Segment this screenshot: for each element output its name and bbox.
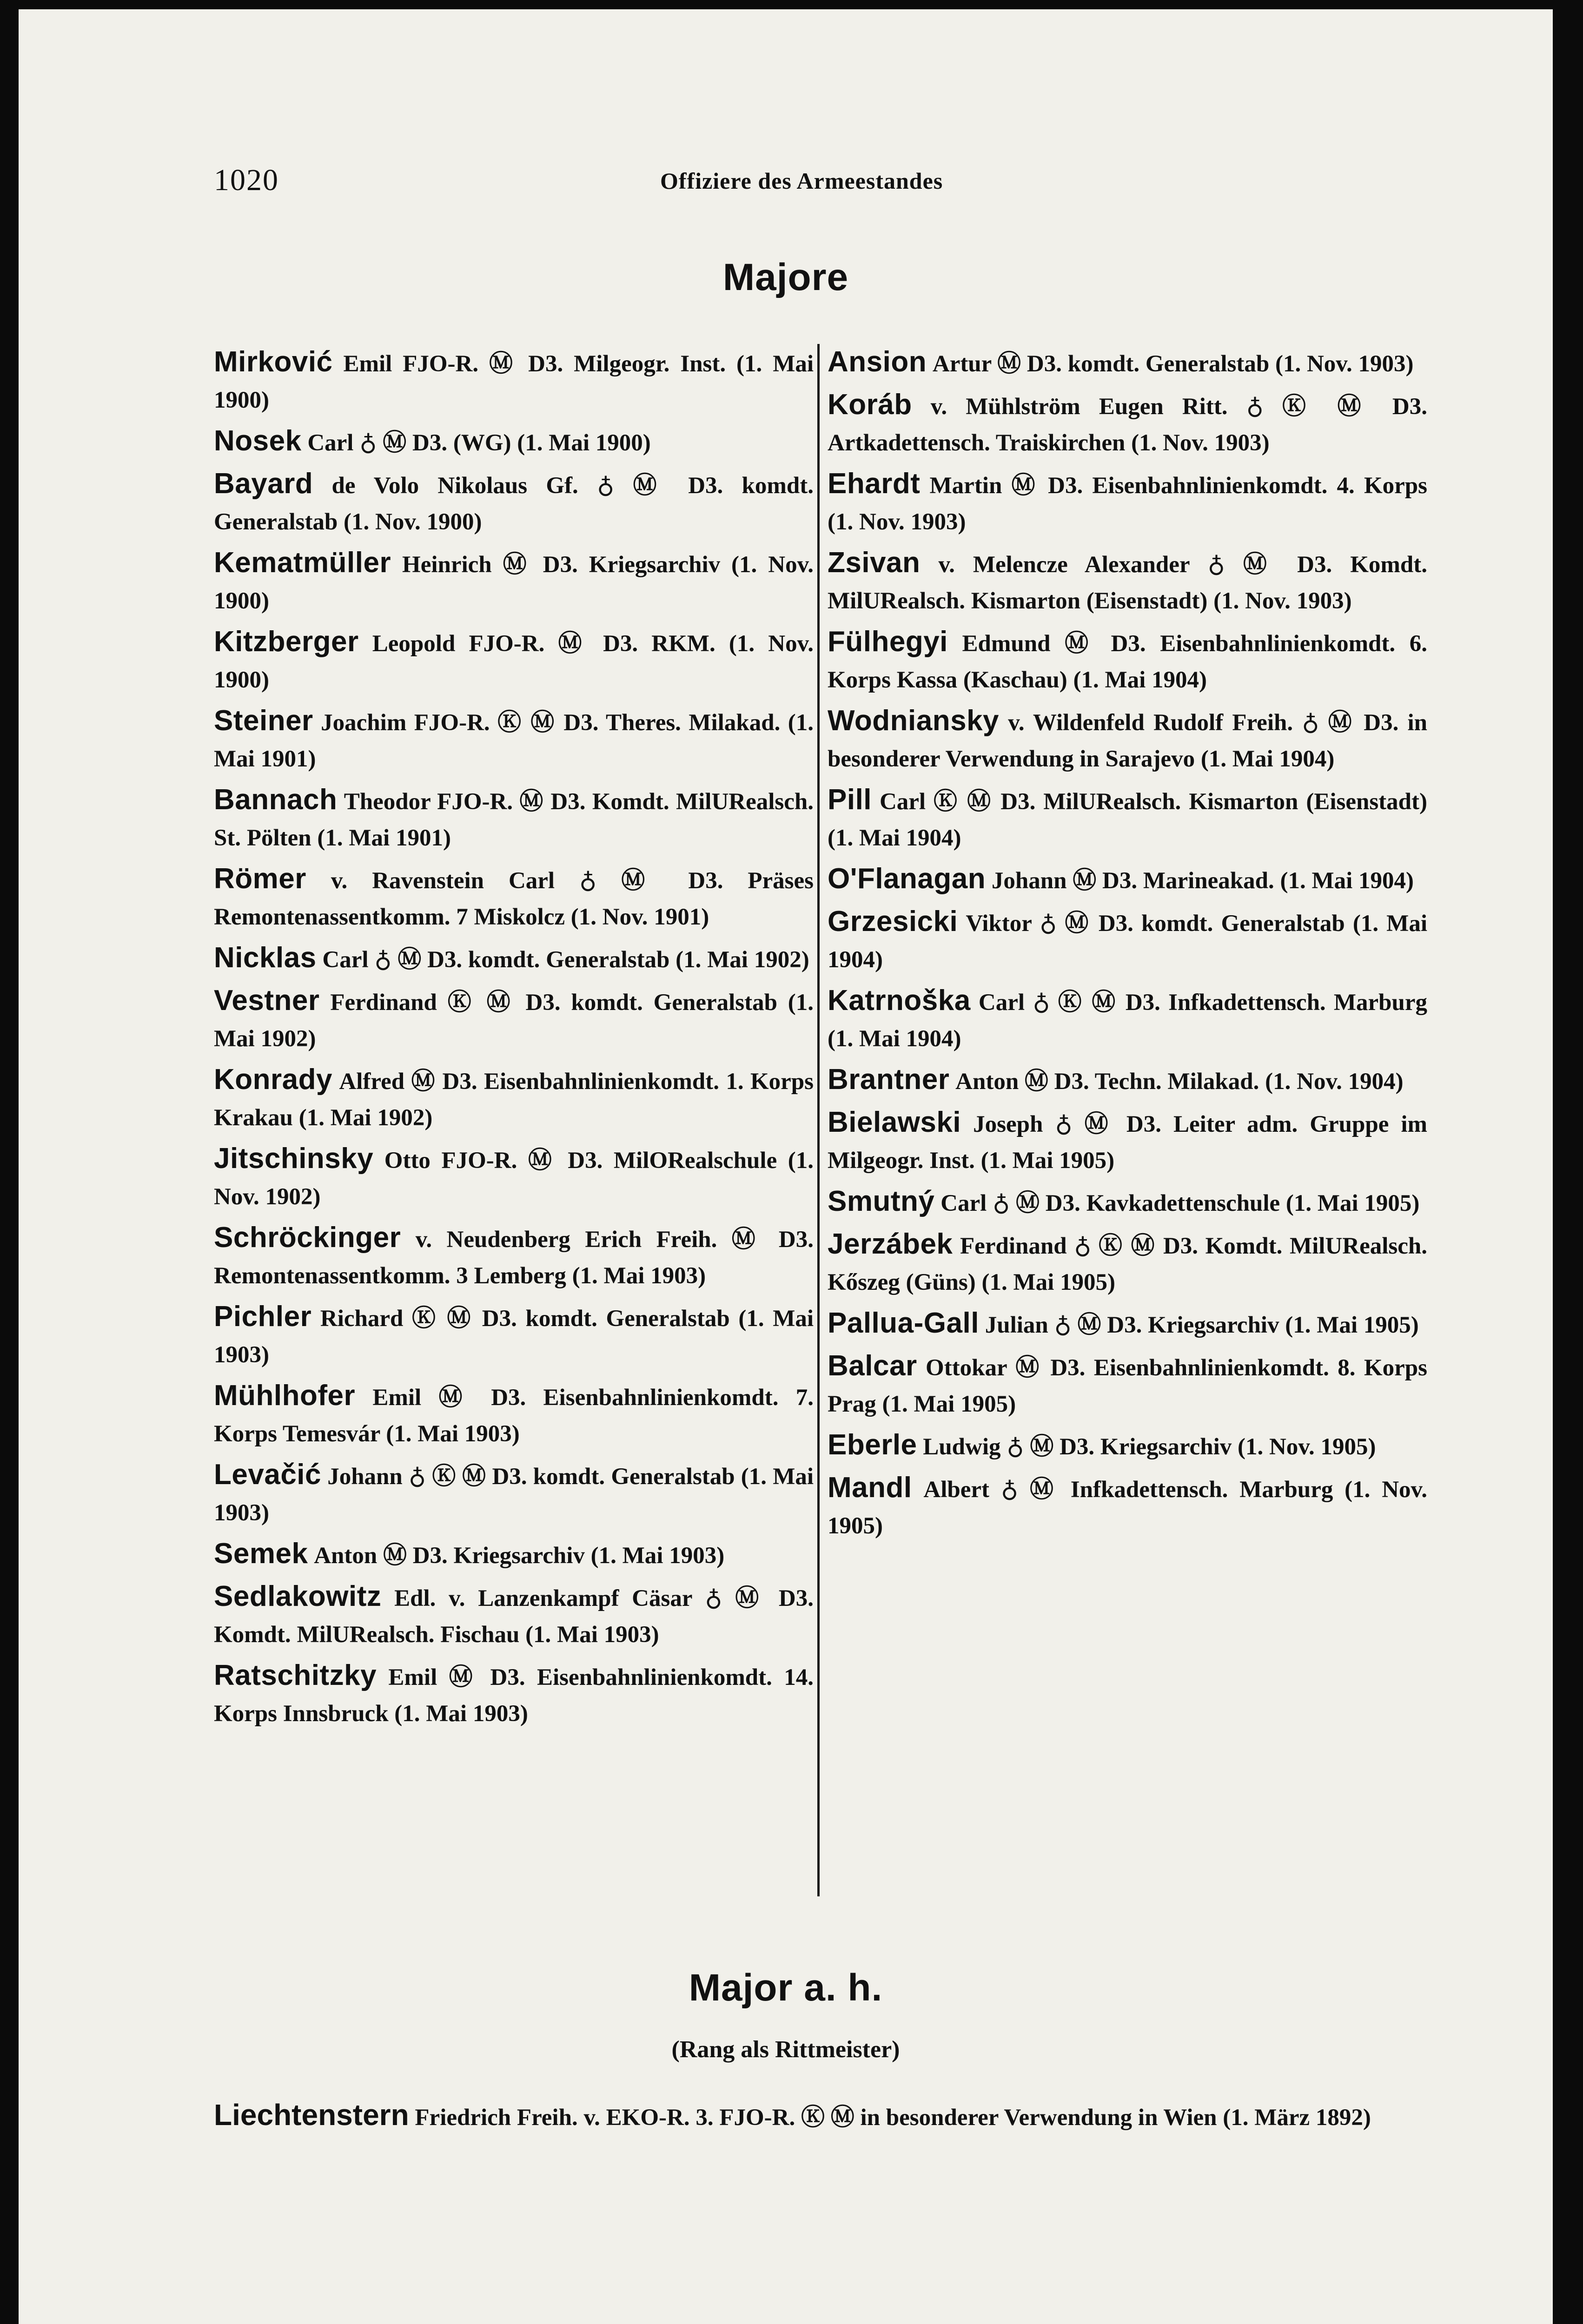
page-number: 1020 [214, 163, 279, 197]
list-item: Koráb v. Mühlström Eugen Ritt. ♁ Ⓚ Ⓜ D3. Artkadettensch. Traiskirchen (1. Nov. 1903) [828, 389, 1427, 456]
list-item: Fülhegyi Edmund Ⓜ D3. Eisenbahnlinienkomdt. 6. Korps Kassa (Kaschau) (1. Mai 1904) [828, 626, 1428, 693]
list-item: Schröckinger v. Neudenberg Erich Freih. Ⓜ D3. Remontenassentkomm. 3 Lemberg (1. Mai 1903) [214, 1221, 814, 1289]
list-item: Katrnoška Carl ♁ Ⓚ Ⓜ D3. Infkadettensch. Marburg (1. Mai 1904) [828, 984, 1427, 1052]
list-item: Kitzberger Leopold FJO-R. Ⓜ D3. RKM. (1. Nov. 1900) [214, 626, 814, 693]
list-item: Bielawski Joseph ♁ Ⓜ D3. Leiter adm. Gruppe im Milgeogr. Inst. (1. Mai 1905) [828, 1106, 1427, 1174]
list-item: Jitschinsky Otto FJO-R. Ⓜ D3. MilORealschule (1. Nov. 1902) [214, 1142, 814, 1210]
section-title-majore: Majore [722, 256, 849, 298]
list-item: Pill Carl Ⓚ Ⓜ D3. MilURealsch. Kismarton (Eisenstadt) (1. Mai 1904) [828, 784, 1427, 851]
right-column [828, 344, 1427, 1549]
list-item: Eberle Ludwig ♁ Ⓜ D3. Kriegsarchiv (1. Nov. 1905) [828, 1429, 1376, 1461]
list-item: Smutný Carl ♁ Ⓜ D3. Kavkadettenschule (1. Mai 1905) [828, 1185, 1420, 1217]
list-item: Liechtenstern Friedrich Freih. v. EKO-R. 3. FJO-R. Ⓚ Ⓜ in besonderer Verwendung in Wien (1. März 1892) [214, 2098, 1371, 2132]
list-item: Konrady Alfred Ⓜ D3. Eisenbahnlinienkomdt. 1. Korps Krakau (1. Mai 1902) [214, 1063, 814, 1131]
list-item: Römer v. Ravenstein Carl ♁ Ⓜ D3. Präses Remontenassentkomm. 7 Miskolcz (1. Nov. 1901) [214, 863, 814, 930]
list-item: Steiner Joachim FJO-R. Ⓚ Ⓜ D3. Theres. Milakad. (1. Mai 1901) [214, 705, 814, 772]
running-title: Offiziere des Armeestandes [660, 168, 943, 194]
list-item: Ehardt Martin Ⓜ D3. Eisenbahnlinienkomdt. 4. Korps (1. Nov. 1903) [828, 468, 1427, 535]
section-subtitle: (Rang als Rittmeister) [671, 2036, 900, 2063]
list-item: Levačić Johann ♁ Ⓚ Ⓜ D3. komdt. Generalstab (1. Mai 1903) [214, 1459, 814, 1526]
list-item: Sedlakowitz Edl. v. Lanzenkampf Cäsar ♁ Ⓜ D3. Komdt. MilURealsch. Fischau (1. Mai 1903) [214, 1580, 814, 1648]
section-title-major-ah: Major a. h. [689, 1967, 883, 2009]
list-item: Bayard de Volo Nikolaus Gf. ♁ Ⓜ D3. komdt. Generalstab (1. Nov. 1900) [214, 468, 814, 535]
list-item: Ratschitzky Emil Ⓜ D3. Eisenbahnlinienkomdt. 14. Korps Innsbruck (1. Mai 1903) [214, 1659, 814, 1727]
list-item: Nicklas Carl ♁ Ⓜ D3. komdt. Generalstab (1. Mai 1902) [214, 942, 809, 974]
document-page [19, 9, 1553, 2324]
left-column [214, 344, 814, 1736]
list-item: Brantner Anton Ⓜ D3. Techn. Milakad. (1. Nov. 1904) [828, 1063, 1404, 1096]
list-item: Jerzábek Ferdinand ♁ Ⓚ Ⓜ D3. Komdt. MilURealsch. Kőszeg (Güns) (1. Mai 1905) [828, 1228, 1428, 1295]
list-item: Wodniansky v. Wildenfeld Rudolf Freih. ♁ Ⓜ D3. in besonderer Verwendung in Sarajevo (1. Mai 1904) [828, 705, 1428, 772]
list-item: Kematmüller Heinrich Ⓜ D3. Kriegsarchiv (1. Nov. 1900) [214, 547, 814, 614]
list-item: Grzesicki Viktor ♁ Ⓜ D3. komdt. Generalstab (1. Mai 1904) [828, 905, 1427, 973]
list-item: Semek Anton Ⓜ D3. Kriegsarchiv (1. Mai 1903) [214, 1538, 725, 1570]
list-item: O'Flanagan Johann Ⓜ D3. Marineakad. (1. Mai 1904) [828, 863, 1414, 895]
column-divider [817, 344, 820, 1896]
list-item: Pichler Richard Ⓚ Ⓜ D3. komdt. Generalstab (1. Mai 1903) [214, 1301, 814, 1368]
list-item: Zsivan v. Melencze Alexander ♁ Ⓜ D3. Komdt. MilURealsch. Kismarton (Eisenstadt) (1. Nov. 1903) [828, 547, 1427, 614]
list-item: Mühlhofer Emil Ⓜ D3. Eisenbahnlinienkomdt. 7. Korps Temesvár (1. Mai 1903) [214, 1380, 814, 1447]
list-item: Mandl Albert ♁ Ⓜ Infkadettensch. Marburg (1. Nov. 1905) [828, 1472, 1427, 1539]
list-item: Vestner Ferdinand Ⓚ Ⓜ D3. komdt. Generalstab (1. Mai 1902) [214, 984, 814, 1052]
list-item: Bannach Theodor FJO-R. Ⓜ D3. Komdt. MilURealsch. St. Pölten (1. Mai 1901) [214, 784, 814, 851]
list-item: Nosek Carl ♁ Ⓜ D3. (WG) (1. Mai 1900) [214, 425, 651, 457]
list-item: Ansion Artur Ⓜ D3. komdt. Generalstab (1. Nov. 1903) [828, 346, 1414, 378]
list-item: Mirković Emil FJO-R. Ⓜ D3. Milgeogr. Inst. (1. Mai 1900) [214, 346, 814, 413]
list-item: Balcar Ottokar Ⓜ D3. Eisenbahnlinienkomdt. 8. Korps Prag (1. Mai 1905) [828, 1350, 1427, 1417]
list-item: Pallua-Gall Julian ♁ Ⓜ D3. Kriegsarchiv (1. Mai 1905) [828, 1307, 1419, 1339]
